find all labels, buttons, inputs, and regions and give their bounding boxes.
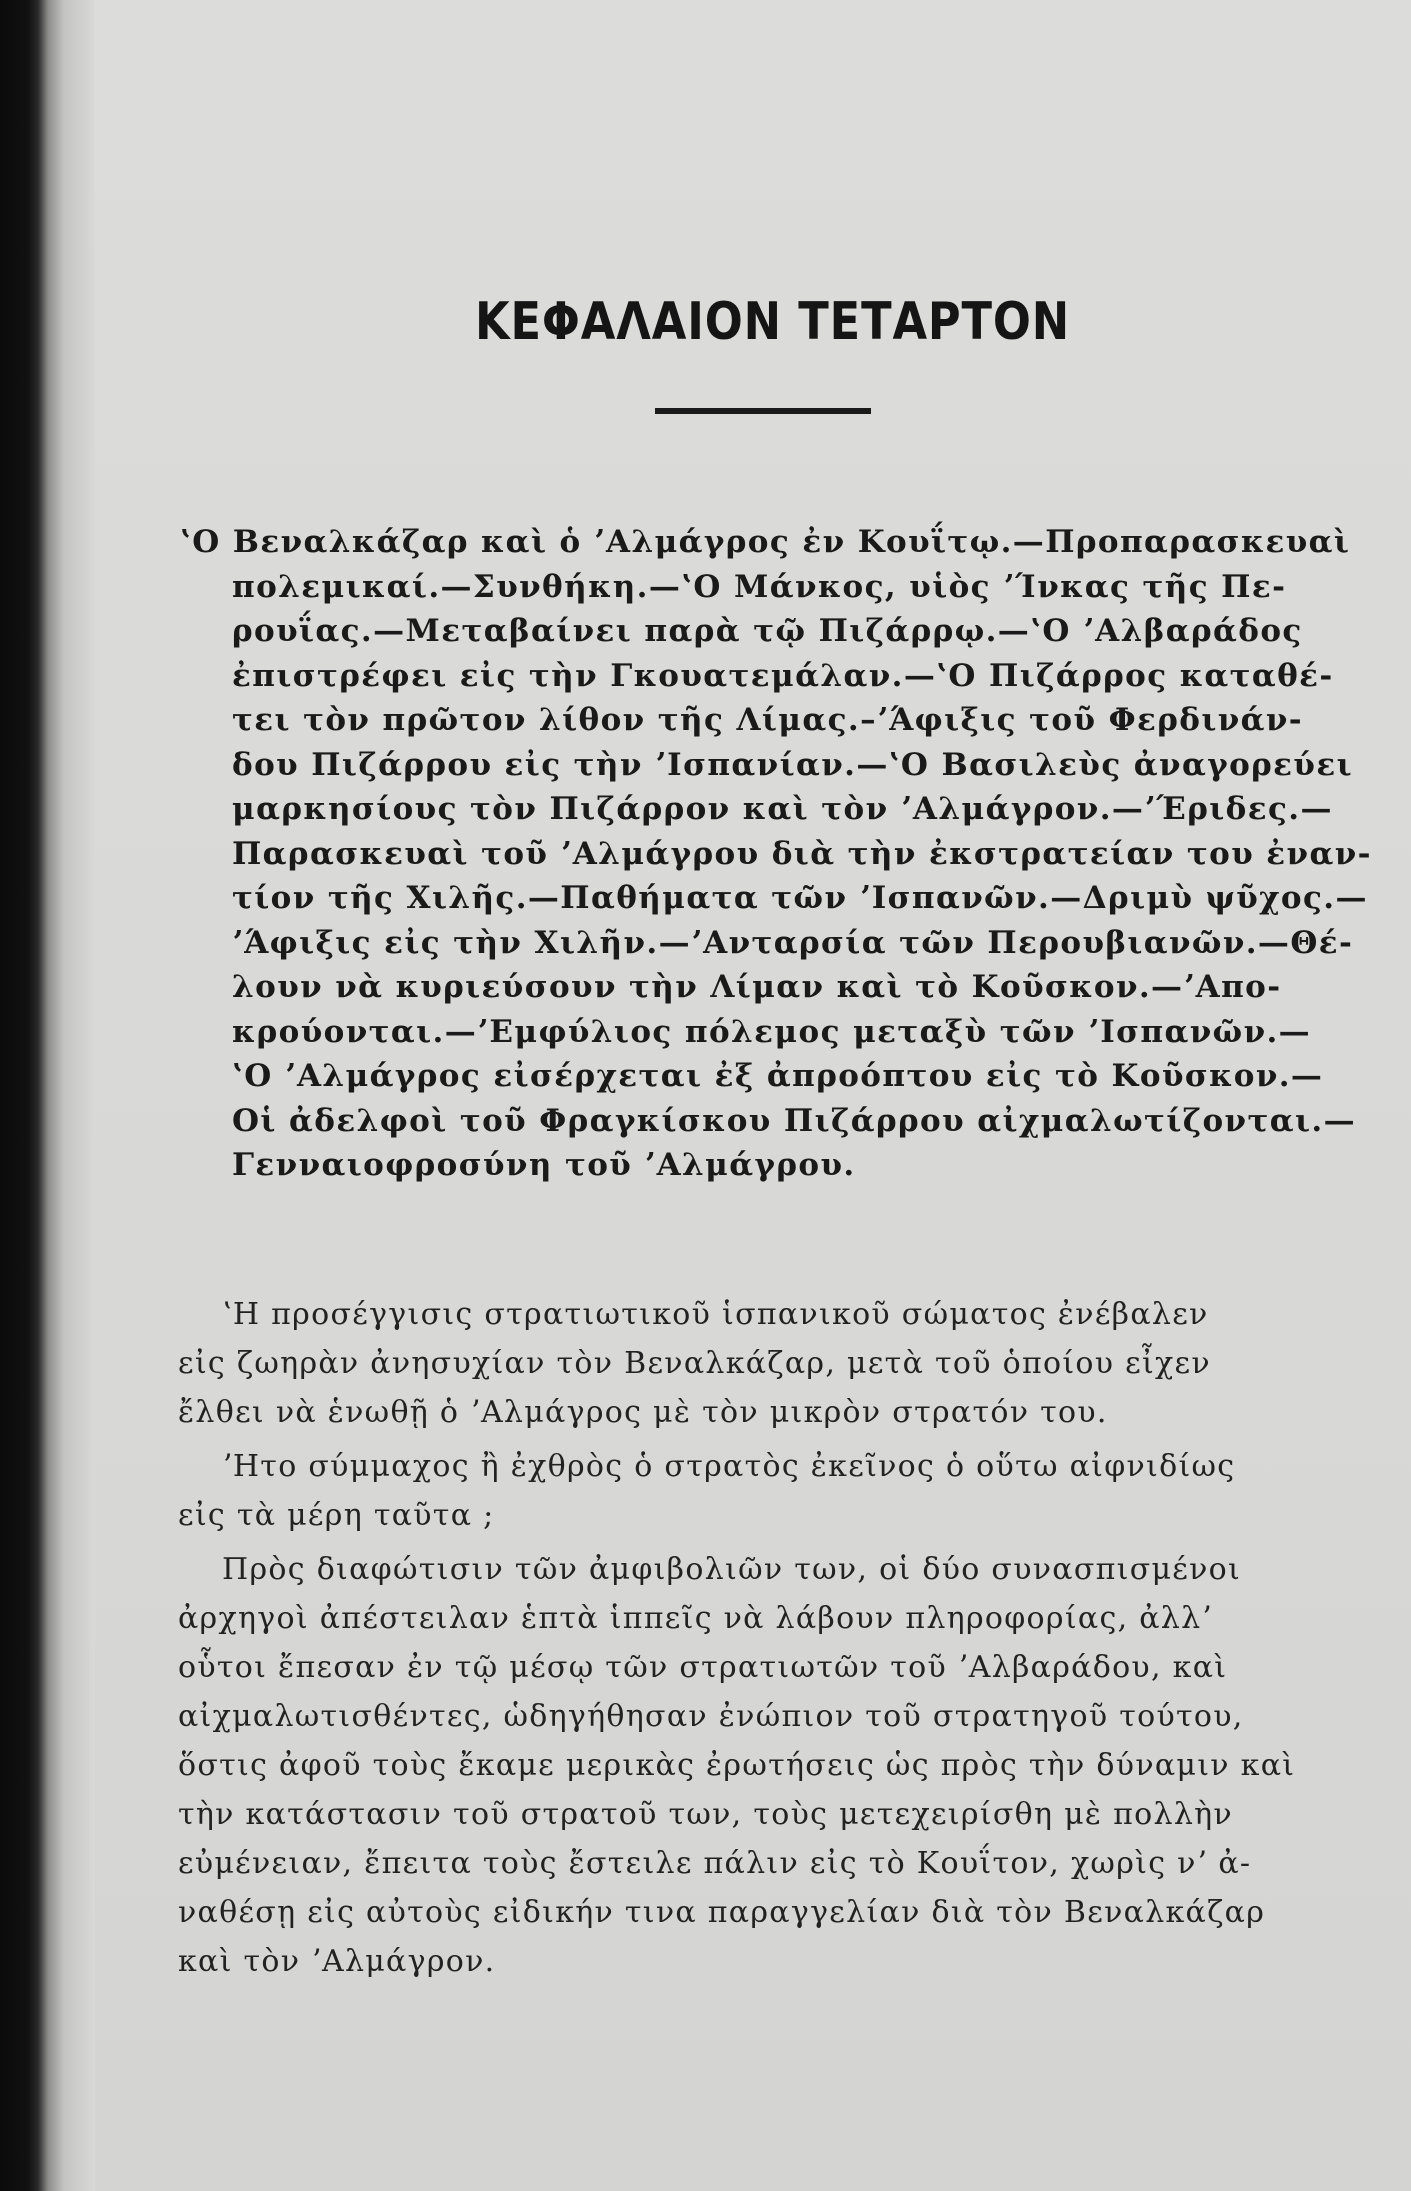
summary-line: λουν νὰ κυριεύσουν τὴν Λίμαν καὶ τὸ Κοῦσκον.—ʼΑπο- — [232, 969, 1282, 1005]
paragraph — [178, 1290, 1358, 1437]
summary-line: ʽΟ Βεναλκάζαρ καὶ ὁ ʼΑλμάγρος ἐν Κουΐτῳ.—Προπαρασκευαὶ — [180, 524, 1351, 560]
text-line: ναθέσῃ εἰς αὐτοὺς εἰδικήν τινα παραγγελίαν διὰ τὸν Βεναλκάζαρ — [178, 1895, 1266, 1930]
text-line: οὗτοι ἔπεσαν ἐν τῷ μέσῳ τῶν στρατιωτῶν τοῦ ʼΑλβαράδου, καὶ — [178, 1650, 1228, 1685]
text-line: ὅστις ἀφοῦ τοὺς ἔκαμε μερικὰς ἐρωτήσεις ὡς πρὸς τὴν δύναμιν καὶ — [178, 1748, 1296, 1783]
summary-line: τει τὸν πρῶτον λίθον τῆς Λίμας.–ʼΆφιξις τοῦ Φερδινάν- — [232, 702, 1304, 738]
text-line: εἰς τὰ μέρη ταῦτα ; — [178, 1498, 495, 1533]
paragraph — [178, 1545, 1358, 1986]
text-line: τὴν κατάστασιν τοῦ στρατοῦ των, τοὺς μετεχειρίσθη μὲ πολλὴν — [178, 1797, 1233, 1832]
summary-line: δου Πιζάρρου εἰς τὴν ʼΙσπανίαν.—ʽΟ Βασιλεὺς ἀναγορεύει — [232, 746, 1353, 783]
text-line: ἀρχηγοὶ ἀπέστειλαν ἑπτὰ ἱππεῖς νὰ λάβουν πληροφορίας, ἀλλʼ — [178, 1601, 1213, 1636]
text-line: καὶ τὸν ʼΑλμάγρον. — [178, 1944, 496, 1979]
summary-line: ἐπιστρέφει εἰς τὴν Γκουατεμάλαν.—ʽΟ Πιζάρρος καταθέ- — [232, 657, 1334, 694]
paragraph — [178, 1442, 1358, 1540]
summary-line: τίον τῆς Χιλῆς.—Παθήματα τῶν ʼΙσπανῶν.—Δριμὺ ψῦχος.— — [232, 880, 1368, 916]
summary-line: μαρκησίους τὸν Πιζάρρον καὶ τὸν ʼΑλμάγρον.—ʼΈριδες.— — [232, 791, 1333, 827]
summary-line: πολεμικαί.—Συνθήκη.—ʽΟ Μάνκος, υἱὸς ʼΊνκας τῆς Πε- — [232, 568, 1287, 605]
summary-line: Γενναιοφροσύνη τοῦ ʼΑλμάγρου. — [232, 1147, 856, 1183]
summary-line: ʽΟ ʼΑλμάγρος εἰσέρχεται ἐξ ἀπροόπτου εἰς τὸ Κοῦσκον.— — [232, 1058, 1324, 1094]
summary-line: ρουΐας.—Μεταβαίνει παρὰ τῷ Πιζάρρῳ.—ʽΟ ʼΑλβαράδος — [232, 613, 1303, 649]
text-line: εἰς ζωηρὰν ἀνησυχίαν τὸν Βεναλκάζαρ, μετὰ τοῦ ὁποίου εἶχεν — [178, 1346, 1211, 1381]
text-line: ʼΗτο σύμμαχος ἢ ἐχθρὸς ὁ στρατὸς ἐκεῖνος ὁ οὕτω αἰφνιδίως — [222, 1449, 1236, 1484]
text-line: ἔλθει νὰ ἑνωθῇ ὁ ʼΑλμάγρος μὲ τὸν μικρὸν στρατόν του. — [178, 1395, 1108, 1430]
text-line: εὐμένειαν, ἔπειτα τοὺς ἔστειλε πάλιν εἰς τὸ Κουΐτον, χωρὶς νʼ ἀ- — [178, 1846, 1252, 1881]
title-rule — [655, 408, 871, 414]
book-binding-shadow — [0, 0, 95, 2191]
text-line: ʽΗ προσέγγισις στρατιωτικοῦ ἱσπανικοῦ σώματος ἐνέβαλεν — [222, 1297, 1209, 1332]
text-line: αἰχμαλωτισθέντες, ὡδηγήθησαν ἐνώπιον τοῦ στρατηγοῦ τούτου, — [178, 1699, 1244, 1734]
chapter-summary — [180, 520, 1372, 1188]
summary-line: Οἱ ἀδελφοὶ τοῦ Φραγκίσκου Πιζάρρου αἰχμαλωτίζονται.— — [232, 1102, 1356, 1139]
summary-line: ʼΆφιξις εἰς τὴν Χιλῆν.—ʼΑνταρσία τῶν Περουβιανῶν.—Θέ- — [232, 924, 1354, 961]
chapter-body — [178, 1290, 1358, 1986]
summary-line: κρούονται.—ʼΕμφύλιος πόλεμος μεταξὺ τῶν ʼΙσπανῶν.— — [232, 1013, 1312, 1050]
summary-line: Παρασκευαὶ τοῦ ʼΑλμάγρου διὰ τὴν ἐκστρατείαν του ἐναν- — [232, 835, 1372, 872]
chapter-title: ΚΕΦΑΛΑΙΟΝ ΤΕΤΑΡΤΟΝ — [475, 292, 1071, 352]
text-line: Πρὸς διαφώτισιν τῶν ἀμφιβολιῶν των, οἱ δύο συνασπισμένοι — [222, 1552, 1242, 1587]
